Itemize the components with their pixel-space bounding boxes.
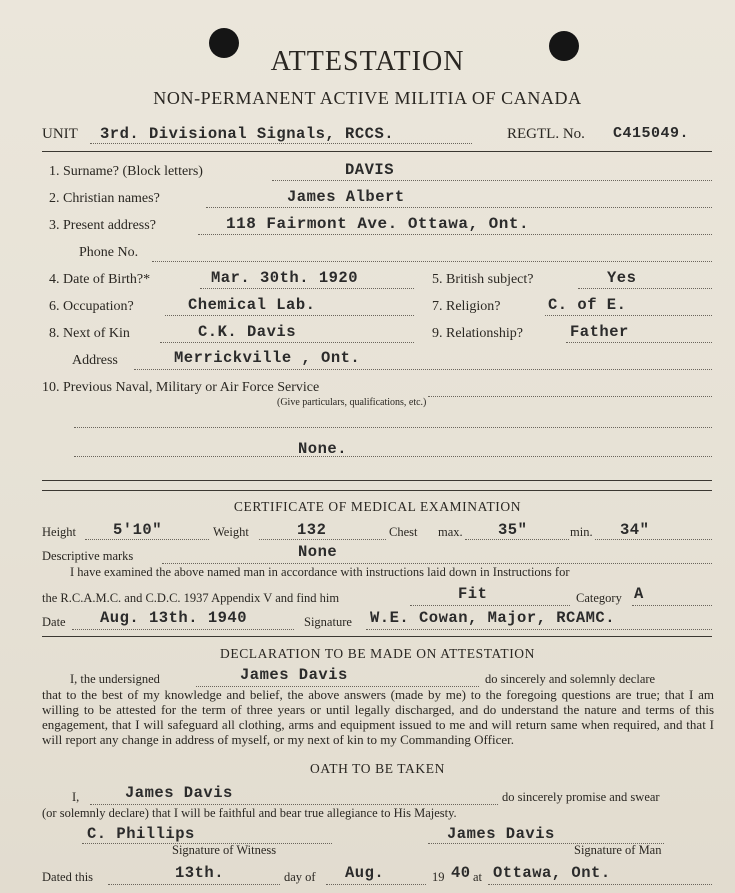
address-value: 118 Fairmont Ave. Ottawa, Ont.: [226, 215, 530, 233]
weight-label: Weight: [213, 525, 249, 539]
marks-value: None: [298, 543, 338, 561]
british-subject-value: Yes: [607, 269, 637, 287]
at-label: at: [473, 870, 483, 884]
christian-names-value: James Albert: [287, 188, 405, 206]
witness-label: Signature of Witness: [172, 843, 277, 857]
religion-value: C. of E.: [548, 296, 627, 314]
declaration-lead: I, the undersigned: [70, 672, 160, 686]
form-subtitle: NON-PERMANENT ACTIVE MILITIA OF CANADA: [153, 88, 582, 108]
british-subject-label: 5. British subject?: [432, 272, 534, 287]
man-signature: James Davis: [447, 825, 555, 843]
form-title: ATTESTATION: [270, 46, 465, 77]
dob-label: 4. Date of Birth?*: [49, 272, 151, 287]
dated-day: 13th.: [175, 864, 225, 882]
regtl-value: C415049.: [613, 125, 690, 142]
oath-tail: do sincerely promise and swear: [502, 790, 660, 804]
medical-signature-value: W.E. Cowan, Major, RCAMC.: [370, 609, 616, 627]
declaration-name: James Davis: [240, 666, 348, 684]
next-of-kin-label: 8. Next of Kin: [49, 326, 130, 341]
unit-value: 3rd. Divisional Signals, RCCS.: [100, 125, 395, 143]
kin-address-value: Merrickville , Ont.: [174, 349, 361, 367]
medical-text-1: I have examined the above named man in accordance with instructions laid down in Instructions for: [70, 565, 570, 579]
dob-value: Mar. 30th. 1920: [211, 269, 359, 287]
chest-min-value: 34": [620, 521, 650, 539]
relationship-label: 9. Relationship?: [432, 326, 523, 341]
declaration-body: that to the best of my knowledge and belief, the above answers (made by me) to the foregoing questions are true; that I am willing to be attested for the term of three years or until legally discharged, and do understand the nature and terms of this engagement, that I will safeguard all clothing, arms and equipment issued to me and will return same when required, and that I will report any change in address of myself, or my next of kin to my Commanding Officer.: [42, 687, 714, 747]
address-label: 3. Present address?: [49, 218, 156, 233]
oath-lead: I,: [72, 790, 80, 804]
medical-signature-label: Signature: [304, 615, 352, 629]
man-label: Signature of Man: [574, 843, 662, 857]
weight-value: 132: [297, 521, 327, 539]
phone-label: Phone No.: [79, 245, 139, 260]
fit-value: Fit: [458, 585, 488, 603]
medical-date-label: Date: [42, 615, 66, 629]
height-value: 5'10": [113, 521, 163, 539]
dated-place: Ottawa, Ont.: [493, 864, 611, 882]
day-of-label: day of: [284, 870, 316, 884]
category-label: Category: [576, 591, 622, 605]
category-value: A: [634, 585, 644, 603]
oath-heading: OATH TO BE TAKEN: [310, 761, 445, 776]
declaration-tail: do sincerely and solemnly declare: [485, 672, 656, 686]
next-of-kin-value: C.K. Davis: [198, 323, 297, 341]
surname-label: 1. Surname? (Block letters): [49, 164, 203, 179]
chest-label: Chest: [389, 525, 418, 539]
oath-name: James Davis: [125, 784, 233, 802]
medical-heading: CERTIFICATE OF MEDICAL EXAMINATION: [233, 499, 522, 514]
unit-label: UNIT: [42, 126, 78, 142]
dated-month: Aug.: [345, 864, 385, 882]
declaration-heading: DECLARATION TO BE MADE ON ATTESTATION: [220, 646, 535, 661]
chest-max-value: 35": [498, 521, 528, 539]
dated-label: Dated this: [42, 870, 94, 884]
regtl-label: REGTL. No.: [507, 126, 585, 142]
witness-signature: C. Phillips: [87, 825, 195, 843]
oath-line-2: (or solemnly declare) that I will be faithful and bear true allegiance to His Majesty.: [42, 806, 457, 820]
service-label: 10. Previous Naval, Military or Air Force Service: [42, 380, 320, 395]
chest-min-label: min.: [570, 525, 593, 539]
dated-year: 40: [451, 864, 471, 882]
marks-label: Descriptive marks: [42, 549, 134, 563]
chest-max-label: max.: [438, 525, 463, 539]
occupation-value: Chemical Lab.: [188, 296, 316, 314]
medical-date-value: Aug. 13th. 1940: [100, 609, 248, 627]
surname-value: DAVIS: [345, 161, 395, 179]
religion-label: 7. Religion?: [432, 299, 501, 314]
year-prefix: 19: [432, 870, 445, 884]
service-note: (Give particulars, qualifications, etc.): [277, 397, 427, 408]
medical-text-2: the R.C.A.M.C. and C.D.C. 1937 Appendix V and find him: [42, 591, 340, 605]
christian-names-label: 2. Christian names?: [49, 191, 160, 206]
relationship-value: Father: [570, 323, 629, 341]
service-value: None.: [298, 440, 348, 458]
kin-address-label: Address: [72, 353, 118, 368]
height-label: Height: [42, 525, 77, 539]
occupation-label: 6. Occupation?: [49, 299, 134, 314]
